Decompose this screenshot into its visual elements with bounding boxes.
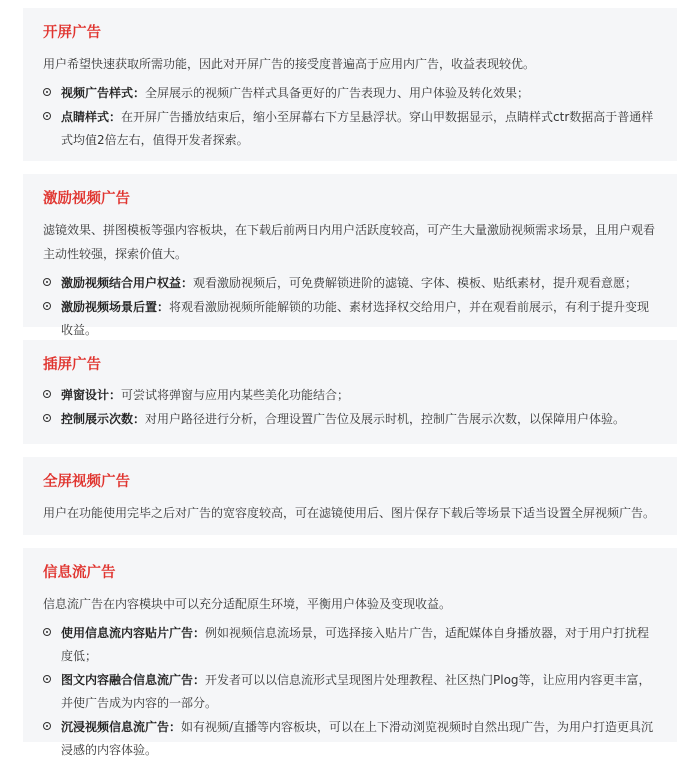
bullet-title: 弹窗设计： bbox=[61, 388, 122, 402]
bullet-text: 如有视频/直播等内容板块，可以在上下滑动浏览视频时自然出现广告，为用户打造更具沉浸感的内容体验。 bbox=[61, 720, 654, 757]
bullet-title: 视频广告样式： bbox=[61, 86, 146, 100]
bullet-item bbox=[43, 82, 657, 105]
bullet-title: 点睛样式： bbox=[61, 110, 122, 124]
bullet-title: 沉浸视频信息流广告： bbox=[61, 720, 182, 734]
section-rewarded-video-ad bbox=[23, 174, 677, 337]
bullet-text: 对用户路径进行分析，合理设置广告位及展示时机，控制广告展示次数，以保障用户体验。 bbox=[145, 412, 626, 426]
section-interstitial-ad bbox=[23, 340, 677, 444]
bullet-item bbox=[43, 272, 657, 295]
bullet-text: 例如视频信息流场景，可选择接入贴片广告，适配媒体自身播放器，对于用户打扰程度低； bbox=[61, 626, 650, 663]
bullet-item bbox=[43, 669, 657, 715]
bullet-dot-icon bbox=[43, 88, 51, 96]
bullet-item bbox=[43, 296, 657, 342]
bullet-title: 激励视频结合用户权益： bbox=[61, 276, 194, 290]
bullet-title: 使用信息流内容贴片广告： bbox=[61, 626, 206, 640]
bullet-dot-icon bbox=[43, 278, 51, 286]
section-title: 信息流广告 bbox=[43, 565, 116, 581]
bullet-text: 可尝试将弹窗与应用内某些美化功能结合； bbox=[121, 388, 350, 402]
bullet-title: 图文内容融合信息流广告： bbox=[61, 673, 206, 687]
bullet-text: 开发者可以以信息流形式呈现图片处理教程、社区热门Plog等，让应用内容更丰富，并使广告成为内容的一部分。 bbox=[61, 673, 651, 710]
section-description: 信息流广告在内容模块中可以充分适配原生环境，平衡用户体验及变现收益。 bbox=[43, 597, 452, 611]
bullet-dot-icon bbox=[43, 302, 51, 310]
section-title: 开屏广告 bbox=[43, 25, 101, 41]
bullet-dot-icon bbox=[43, 112, 51, 120]
bullet-title: 激励视频场景后置： bbox=[61, 300, 170, 314]
section-splash-ad bbox=[23, 8, 677, 161]
section-title: 全屏视频广告 bbox=[43, 474, 130, 490]
bullet-dot-icon bbox=[43, 722, 51, 730]
bullet-dot-icon bbox=[43, 390, 51, 398]
bullet-dot-icon bbox=[43, 628, 51, 636]
bullet-text: 全屏展示的视频广告样式具备更好的广告表现力、用户体验及转化效果； bbox=[145, 86, 530, 100]
section-description: 用户在功能使用完毕之后对广告的宽容度较高，可在滤镜使用后、图片保存下载后等场景下适当设置全屏视频广告。 bbox=[43, 506, 656, 520]
bullet-text: 观看激励视频后，可免费解锁进阶的滤镜、字体、模板、贴纸素材，提升观看意愿； bbox=[193, 276, 638, 290]
bullet-list bbox=[43, 82, 657, 152]
section-fullscreen-video-ad bbox=[23, 457, 677, 535]
bullet-text: 在开屏广告播放结束后，缩小至屏幕右下方呈悬浮状。穿山甲数据显示，点睛样式ctr数据高于普通样式均值2倍左右，值得开发者探索。 bbox=[61, 110, 654, 147]
section-title: 插屏广告 bbox=[43, 357, 101, 373]
bullet-item bbox=[43, 384, 657, 407]
bullet-item bbox=[43, 716, 657, 762]
bullet-list bbox=[43, 384, 657, 431]
bullet-list bbox=[43, 622, 657, 762]
section-title: 激励视频广告 bbox=[43, 191, 130, 207]
bullet-dot-icon bbox=[43, 414, 51, 422]
section-description: 滤镜效果、拼图模板等强内容板块，在下载后前两日内用户活跃度较高，可产生大量激励视频需求场景，且用户观看主动性较强，探索价值大。 bbox=[43, 223, 656, 261]
section-feed-ad bbox=[23, 548, 677, 757]
bullet-item bbox=[43, 622, 657, 668]
section-description: 用户希望快速获取所需功能，因此对开屏广告的接受度普遍高于应用内广告，收益表现较优。 bbox=[43, 57, 536, 71]
bullet-item bbox=[43, 106, 657, 152]
bullet-dot-icon bbox=[43, 675, 51, 683]
bullet-list bbox=[43, 272, 657, 342]
bullet-item bbox=[43, 408, 657, 431]
bullet-text: 将观看激励视频所能解锁的功能、素材选择权交给用户，并在观看前展示，有利于提升变现收益。 bbox=[61, 300, 650, 337]
bullet-title: 控制展示次数： bbox=[61, 412, 146, 426]
